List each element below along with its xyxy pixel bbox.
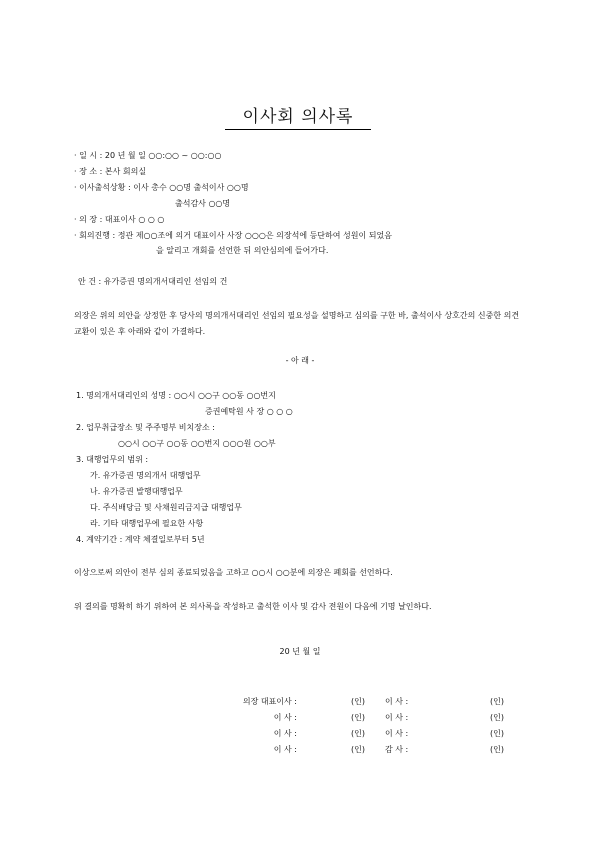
meeting-proceedings-cont: 을 알리고 개회를 선언한 뒤 의안심의에 들어가다. bbox=[156, 246, 329, 255]
signatory-role: 이 사 : bbox=[385, 729, 409, 738]
closing-paragraph-2: 위 결의를 명확히 하기 위하여 본 의사록을 작성하고 출석한 이사 및 감사 전원이 다음에 기명 날인하다. bbox=[74, 602, 432, 611]
list-item: 1. 명의개서대리인의 성명 : ○○시 ○○구 ○○동 ○○번지 bbox=[76, 391, 276, 400]
seal-mark: (인) bbox=[351, 697, 365, 706]
signatory-role: 이 사 : bbox=[273, 729, 297, 738]
list-item: 다. 주식배당금 및 사채원리금지급 대행업무 bbox=[90, 503, 242, 512]
signatory-role: 감 사 : bbox=[385, 745, 409, 754]
signatory-role: 의장 대표이사 : bbox=[242, 697, 297, 706]
seal-mark: (인) bbox=[490, 713, 504, 722]
seal-mark: (인) bbox=[490, 729, 504, 738]
signatory-role: 이 사 : bbox=[273, 713, 297, 722]
title-underline bbox=[225, 129, 371, 130]
seal-mark: (인) bbox=[490, 745, 504, 754]
seal-mark: (인) bbox=[490, 697, 504, 706]
list-item: ○○시 ○○구 ○○동 ○○번지 ○○○원 ○○부 bbox=[118, 439, 276, 448]
meeting-datetime: · 일 시 : 20 년 월 일 ○○:○○ ~ ○○:○○ bbox=[74, 151, 222, 160]
signatory-role: 이 사 : bbox=[385, 713, 409, 722]
seal-mark: (인) bbox=[351, 745, 365, 754]
list-item: 가. 유가증권 명의개서 대행업무 bbox=[90, 471, 201, 480]
signatory-role: 이 사 : bbox=[273, 745, 297, 754]
meeting-proceedings: · 회의진행 : 정관 제○○조에 의거 대표이사 사장 ○○○은 의장석에 등단하여 성원이 되었음 bbox=[74, 231, 392, 240]
intro-paragraph: 의장은 위의 의안을 상정한 후 당사의 명의개서대리인 선임의 필요성을 설명하고 심의를 구한 바, 출석이사 상호간의 신중한 의견교환이 있은 후 아래와 같이 가결하다. bbox=[74, 311, 520, 336]
list-item: 나. 유가증권 발행대행업무 bbox=[90, 487, 183, 496]
list-item: 라. 기타 대행업무에 필요한 사항 bbox=[90, 519, 204, 528]
auditor-attendance: 출석감사 ○○명 bbox=[175, 199, 231, 208]
meeting-place: · 장 소 : 본사 회의실 bbox=[74, 167, 147, 176]
list-item: 3. 대행업무의 범위 : bbox=[76, 455, 149, 464]
seal-mark: (인) bbox=[351, 713, 365, 722]
list-item: 증권예탁원 사 장 ○ ○ ○ bbox=[205, 407, 293, 416]
agenda-line: 안 건 : 유가증권 명의개서대리인 선임의 건 bbox=[78, 277, 228, 286]
chairperson: · 의 장 : 대표이사 ○ ○ ○ bbox=[74, 215, 165, 224]
seal-mark: (인) bbox=[351, 729, 365, 738]
document-title: 이사회 의사록 bbox=[242, 107, 354, 127]
list-item: 2. 업무취급장소 및 주주명부 비치장소 : bbox=[76, 423, 215, 432]
closing-paragraph-1: 이상으로써 의안이 전부 심의 종료되었음을 고하고 ○○시 ○○분에 의장은 폐회를 선언하다. bbox=[74, 568, 393, 577]
list-item: 4. 계약기간 : 계약 체결일로부터 5년 bbox=[76, 535, 205, 544]
section-heading: - 아 래 - bbox=[285, 356, 315, 365]
director-attendance: · 이사출석상황 : 이사 총수 ○○명 출석이사 ○○명 bbox=[74, 183, 249, 192]
signatory-role: 이 사 : bbox=[385, 697, 409, 706]
signing-date: 20 년 월 일 bbox=[279, 647, 321, 656]
